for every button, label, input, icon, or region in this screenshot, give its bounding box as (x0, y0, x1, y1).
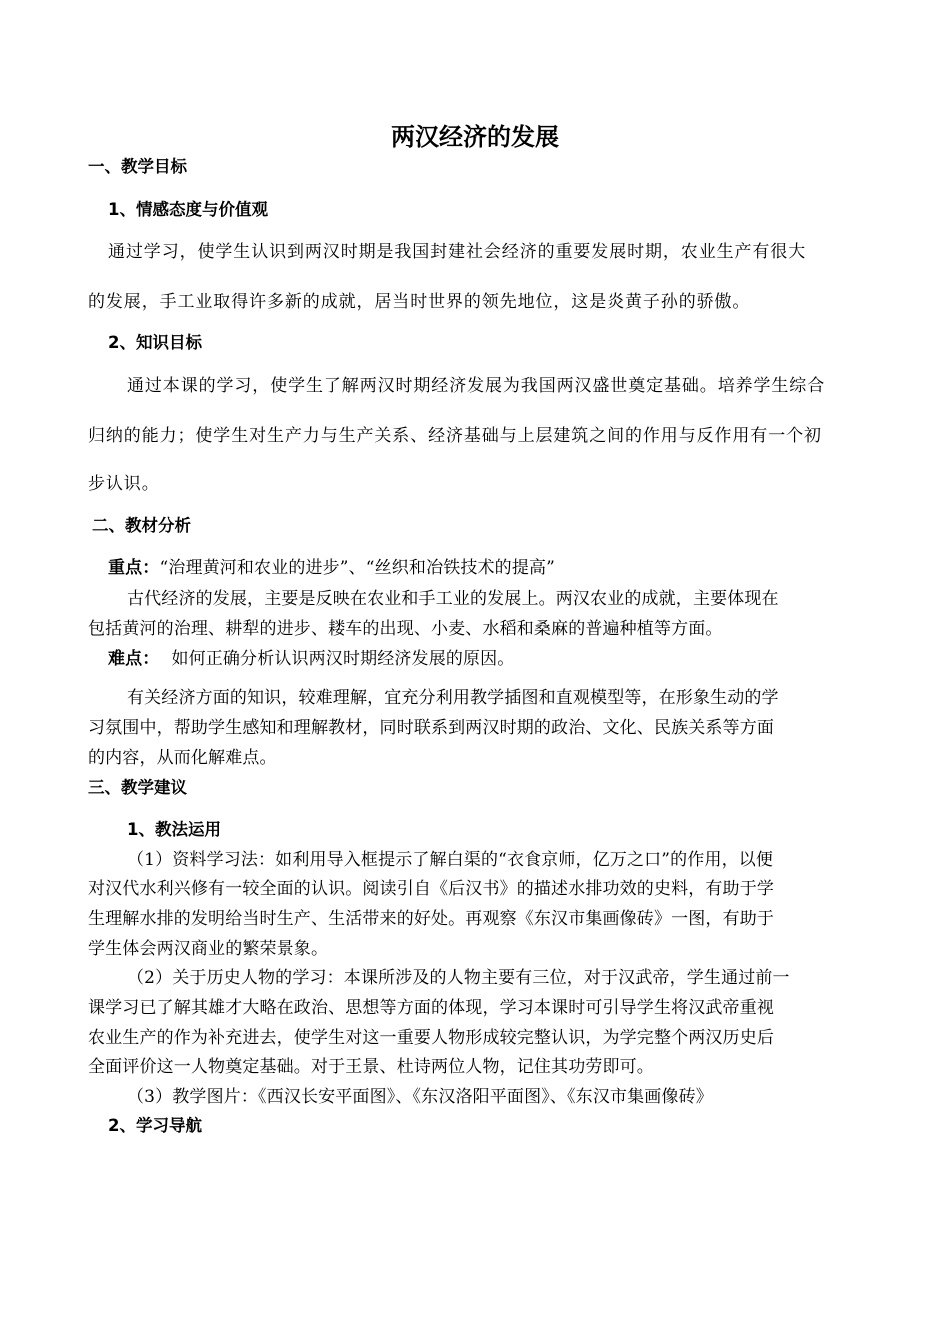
paragraph-line: 有关经济方面的知识，较难理解，宜充分利用教学插图和直观模型等，在形象生动的学 (127, 688, 779, 708)
paragraph-line: 通过学习，使学生认识到两汉时期是我国封建社会经济的重要发展时期，农业生产有很大 (108, 242, 807, 262)
paragraph-line: 习氛围中，帮助学生感知和理解教材，同时联系到两汉时期的政治、文化、民族关系等方面 (88, 718, 774, 738)
section-heading-teaching-goals: 一、教学目标 (88, 157, 187, 176)
paragraph-line: （3）教学图片：《西汉长安平面图》、《东汉洛阳平面图》、《东汉市集画像砖》 (127, 1087, 713, 1107)
difficulty-line (108, 647, 514, 671)
paragraph-line: 生理解水排的发明给当时生产、生活带来的好处。再观察《东汉市集画像砖》一图，有助于 (88, 909, 774, 929)
paragraph-line: 归纳的能力；使学生对生产力与生产关系、经济基础与上层建筑之间的作用与反作用有一个初 (88, 426, 822, 446)
difficulty-text: 如何正确分析认识两汉时期经济发展的原因。 (171, 649, 515, 669)
paragraph-line: （1）资料学习法：如利用导入框提示了解白渠的“衣食京师，亿万之口”的作用，以便 (127, 850, 774, 870)
key-points-text: “治理黄河和农业的进步”、“丝织和冶铁技术的提高” (159, 558, 555, 578)
difficulty-label: 难点： (108, 649, 160, 669)
paragraph-line: 通过本课的学习，使学生了解两汉时期经济发展为我国两汉盛世奠定基础。培养学生综合 (127, 376, 826, 396)
paragraph-line: 对汉代水利兴修有一较全面的认识。阅读引自《后汉书》的描述水排功效的史料，有助于学 (88, 879, 774, 899)
subheading-knowledge-goals: 2、知识目标 (108, 333, 202, 352)
paragraph-line: 学生体会两汉商业的繁荣景象。 (88, 939, 329, 959)
section-heading-material-analysis: 二、教材分析 (92, 516, 191, 535)
paragraph-line: 的内容，从而化解难点。 (88, 748, 277, 768)
paragraph-line: 古代经济的发展，主要是反映在农业和手工业的发展上。两汉农业的成就，主要体现在 (127, 589, 779, 609)
paragraph-line: 包括黄河的治理、耕犁的进步、耧车的出现、小麦、水稻和桑麻的普遍种植等方面。 (88, 619, 723, 639)
paragraph-line: 全面评价这一人物奠定基础。对于王景、杜诗两位人物，记住其功劳即可。 (88, 1057, 654, 1077)
key-points-label: 重点： (108, 558, 160, 578)
subheading-teaching-methods: 1、教法运用 (127, 820, 221, 839)
key-points-line (108, 556, 555, 580)
subheading-learning-navigation: 2、学习导航 (108, 1116, 202, 1135)
paragraph-line: 课学习已了解其雄才大略在政治、思想等方面的体现，学习本课时可引导学生将汉武帝重视 (88, 998, 774, 1018)
paragraph-line: 的发展，手工业取得许多新的成就，居当时世界的领先地位，这是炎黄子孙的骄傲。 (88, 292, 751, 312)
subheading-emotion-values: 1、情感态度与价值观 (108, 200, 268, 219)
paragraph-line: 步认识。 (88, 474, 160, 494)
section-heading-teaching-suggestions: 三、教学建议 (88, 778, 187, 797)
paragraph-line: （2）关于历史人物的学习：本课所涉及的人物主要有三位，对于汉武帝，学生通过前一 (127, 968, 790, 988)
page-title: 两汉经济的发展 (391, 123, 559, 151)
paragraph-line: 农业生产的作为补充进去，使学生对这一重要人物形成较完整认识，为学完整个两汉历史后 (88, 1028, 774, 1048)
